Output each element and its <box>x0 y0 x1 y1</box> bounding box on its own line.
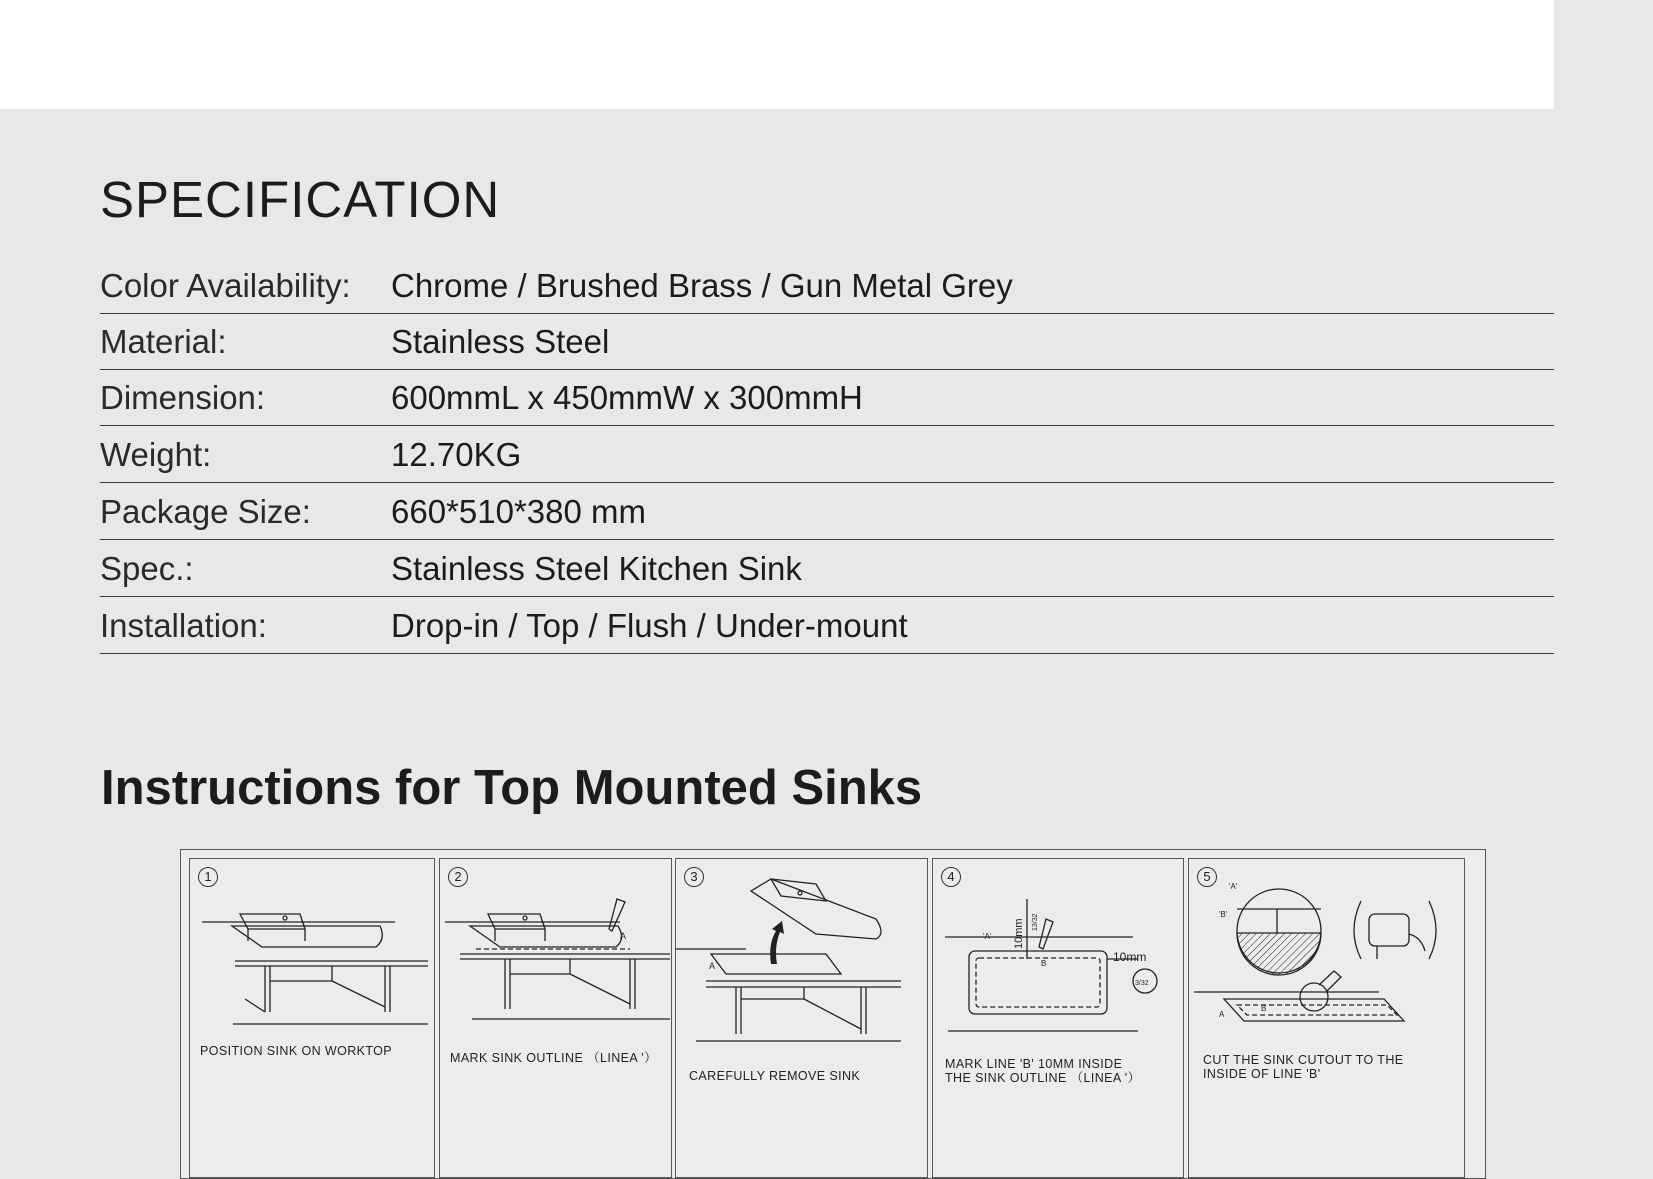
step-caption: CAREFULLY REMOVE SINK <box>689 1069 861 1083</box>
spec-row-installation <box>100 597 1554 654</box>
spec-row-weight <box>100 426 1554 483</box>
step-number: 4 <box>941 867 961 887</box>
step-panel-5 <box>1188 858 1465 1178</box>
cut-sink-cutout-illustration <box>1189 859 1466 1059</box>
spec-row-material <box>100 314 1554 370</box>
label-a: A <box>1219 1010 1225 1019</box>
label-b: B <box>1261 1004 1267 1013</box>
label-a-quoted: 'A' <box>1229 882 1238 891</box>
spec-label: Dimension: <box>100 379 266 416</box>
spec-value: Chrome / Brushed Brass / Gun Metal Grey <box>391 267 1013 304</box>
label-a: A <box>620 931 627 941</box>
specification-table <box>100 255 1554 654</box>
spec-row-color <box>100 255 1554 314</box>
step-panel-2 <box>439 858 672 1178</box>
spec-label: Color Availability: <box>100 267 351 304</box>
mark-line-b-illustration <box>933 859 1185 1059</box>
step-number: 3 <box>684 867 704 887</box>
step-caption: MARK LINE 'B' 10MM INSIDE THE SINK OUTLINE （LINEA '） <box>945 1057 1141 1085</box>
right-margin <box>1554 0 1653 1165</box>
spec-value: 600mmL x 450mmW x 300mmH <box>391 379 863 416</box>
spec-value: Drop-in / Top / Flush / Under-mount <box>391 607 908 644</box>
mark-outline-illustration <box>440 859 673 1059</box>
label-10mm-vertical: 10mm <box>1013 918 1025 949</box>
label-b-quoted: 'B' <box>1219 910 1228 919</box>
step-number: 5 <box>1197 867 1217 887</box>
spec-value: Stainless Steel <box>391 323 610 360</box>
label-b: B <box>1041 959 1047 968</box>
label-10mm: 10mm <box>1113 950 1147 964</box>
step-number: 2 <box>448 867 468 887</box>
spec-row-package-size <box>100 483 1554 540</box>
top-white-band <box>0 0 1554 109</box>
remove-sink-illustration <box>676 859 929 1059</box>
step-caption: POSITION SINK ON WORKTOP <box>200 1044 393 1058</box>
spec-row-spec <box>100 540 1554 597</box>
step-panel-4 <box>932 858 1184 1178</box>
label-fraction-13-32: 13/32 <box>1032 913 1039 931</box>
spec-row-dimension <box>100 370 1554 426</box>
sink-on-worktop-illustration <box>190 859 436 1059</box>
step-caption: CUT THE SINK CUTOUT TO THE INSIDE OF LINE 'B' <box>1203 1053 1404 1081</box>
spec-value: 12.70KG <box>391 436 522 473</box>
step-number: 1 <box>198 867 218 887</box>
instructions-title: Instructions for Top Mounted Sinks <box>101 761 923 815</box>
spec-label: Installation: <box>100 607 267 644</box>
spec-label: Weight: <box>100 436 212 473</box>
label-a-quoted: 'A' <box>983 932 992 941</box>
spec-value: Stainless Steel Kitchen Sink <box>391 550 802 587</box>
step-caption: MARK SINK OUTLINE （LINEA '） <box>450 1051 657 1065</box>
spec-label: Material: <box>100 323 227 360</box>
spec-label: Spec.: <box>100 550 194 587</box>
specification-title: SPECIFICATION <box>100 171 501 228</box>
step-panel-1 <box>189 858 435 1178</box>
spec-value: 660*510*380 mm <box>391 493 647 530</box>
spec-label: Package Size: <box>100 493 311 530</box>
step-panel-3 <box>675 858 928 1178</box>
label-fraction-3-32: 3/32 <box>1135 980 1149 987</box>
label-a: A <box>709 961 716 971</box>
